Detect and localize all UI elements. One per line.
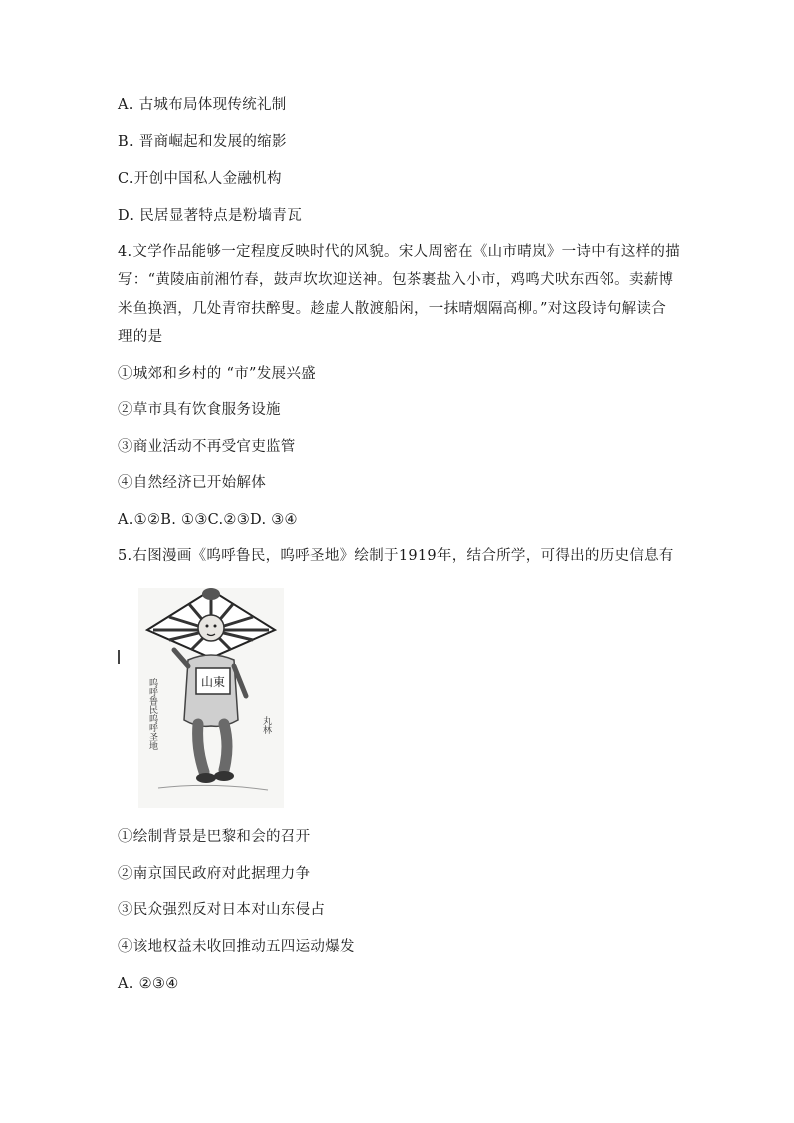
q4-stem-line-2: 写：“黄陵庙前湘竹春，鼓声坎坎迎送神。包茶裹盐入小市，鸡鸣犬吠东西邻。卖薪博 <box>118 272 674 288</box>
sack-label: 山東 <box>200 675 226 689</box>
cartoon-illustration <box>138 588 284 808</box>
cartoon-figure <box>138 588 284 808</box>
q4-stem-line-3: 米鱼换酒，几处青帘扶醉叟。趁虚人散渡船闲，一抹晴烟隔高柳。”对这段诗句解读合 <box>118 301 667 317</box>
q3-option-b: B. 晋商崛起和发展的缩影 <box>118 134 287 150</box>
q5-item-1: ①绘制背景是巴黎和会的召开 <box>118 829 311 845</box>
q3-option-a: A. 古城布局体现传统礼制 <box>118 97 287 113</box>
cartoon-right-caption: 丸林 <box>261 716 271 734</box>
q3-option-d: D. 民居显著特点是粉墙青瓦 <box>118 208 303 224</box>
q5-item-3: ③民众强烈反对日本对山东侵占 <box>118 902 326 918</box>
q4-item-2: ②草市具有饮食服务设施 <box>118 402 281 418</box>
q5-choice-a: A. ②③④ <box>118 976 179 992</box>
q4-item-1: ①城郊和乡村的 “市”发展兴盛 <box>118 366 316 382</box>
figure-head <box>202 588 220 600</box>
q4-stem-line-1: 4.文学作品能够一定程度反映时代的风貌。宋人周密在《山市晴岚》一诗中有这样的描 <box>118 244 681 260</box>
cartoon-left-caption: 呜呼鲁民呜呼圣地 <box>147 678 157 750</box>
q4-item-3: ③商业活动不再受官吏监管 <box>118 439 296 455</box>
q4-stem-line-4: 理的是 <box>118 329 163 345</box>
q4-choices: A.①②B. ①③C.②③D. ③④ <box>118 512 298 528</box>
q4-item-4: ④自然经济已开始解体 <box>118 475 266 491</box>
q5-stem: 5.右图漫画《呜呼鲁民，呜呼圣地》绘制于1919年，结合所学，可得出的历史信息有 <box>118 548 674 564</box>
scan-edge-mark <box>118 650 120 664</box>
q5-item-4: ④该地权益未收回推动五四运动爆发 <box>118 939 355 955</box>
q3-option-c: C.开创中国私人金融机构 <box>118 171 282 187</box>
rising-sun-fan <box>147 590 275 658</box>
q5-item-2: ②南京国民政府对此据理力争 <box>118 866 311 882</box>
